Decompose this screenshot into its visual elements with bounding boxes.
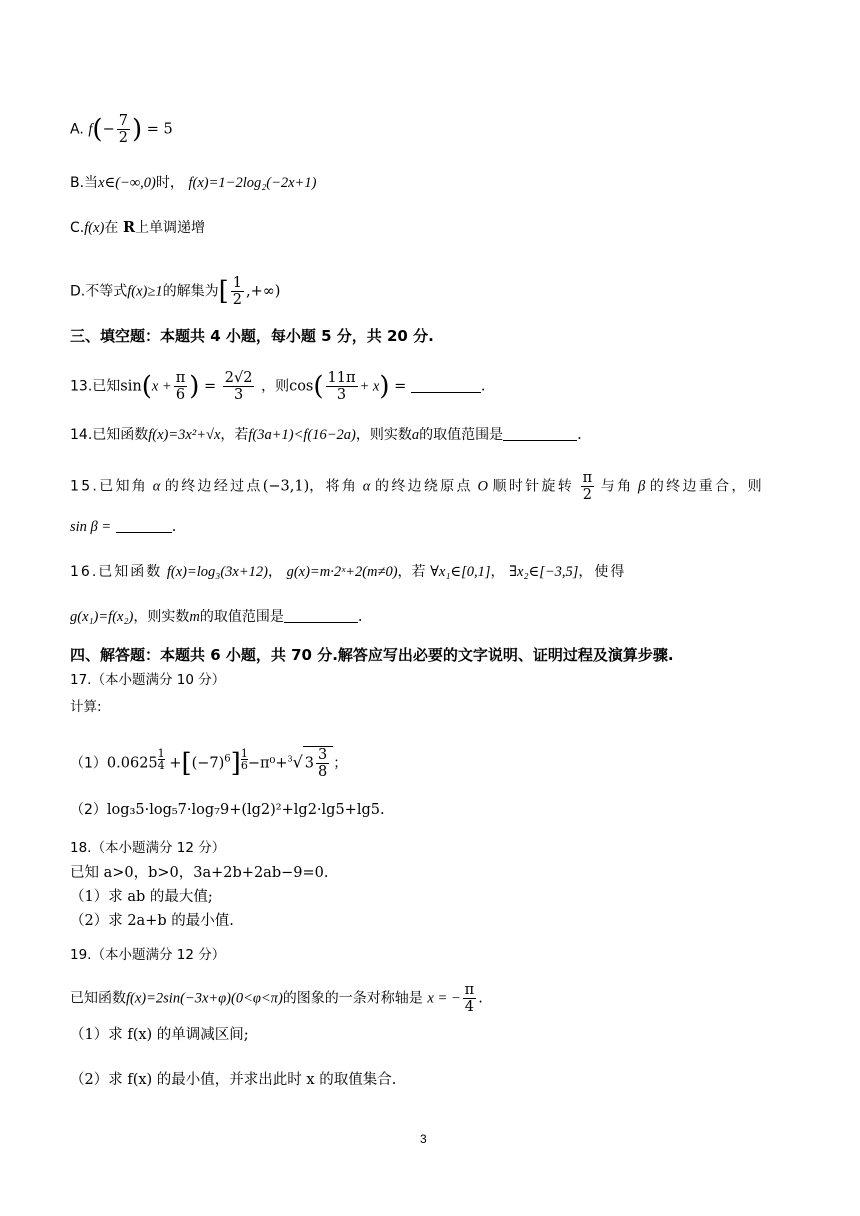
question-13: 13.已知sin(x + $\frac{\pi}{6}$ ) = $\frac{2√2}{3}$ ，则cos( $\frac{11\pi}{3}$ + x) = .	[70, 370, 486, 403]
q19-condition: 已知函数f(x)=2sin(−3x+φ)(0<φ<π)的图象的一条对称轴是 x = − $\frac{\pi}{4}$ .	[70, 982, 483, 1015]
answer-blank-15[interactable]	[116, 518, 172, 533]
question-16: 16.已知函数 f(x)=log₃(3x+12)， g(x)=m·2ˣ+2(m≠0)，若 ∀x₁∈[0,1]， ∃x₂∈[−3,5]，使得	[70, 564, 627, 580]
answer-blank-13[interactable]	[411, 378, 481, 393]
q17-title: 17.（本小题满分 10 分）	[70, 672, 226, 688]
q17-part-2: （2）log₃5·log₅7·log₇9+(lg2)²+lg2·lg5+lg5.	[70, 802, 385, 818]
section-3-heading: 三、填空题：本题共 4 小题，每小题 5 分，共 20 分.	[70, 327, 434, 345]
q18-title: 18.（本小题满分 12 分）	[70, 840, 226, 856]
q18-part-1: （1）求 ab 的最大值;	[70, 889, 213, 905]
q18-condition: 已知 a>0，b>0，3a+2b+2ab−9=0.	[70, 865, 329, 881]
q19-part-1: （1）求 f(x) 的单调减区间;	[70, 1027, 249, 1043]
question-14: 14.已知函数f(x)=3x²+√x，若f(3a+1)<f(16−2a)，则实数a的取值范围是 .	[70, 427, 582, 443]
question-15-line-2: sin β = .	[70, 519, 177, 535]
q18-part-2: （2）求 2a+b 的最小值.	[70, 913, 234, 929]
answer-blank-14[interactable]	[503, 426, 577, 441]
section-4-heading: 四、解答题：本题共 6 小题，共 70 分.解答应写出必要的文字说明、证明过程及演算步骤.	[70, 646, 674, 664]
option-a: A. f(− $\frac{7}{2}$ ) = 5	[70, 113, 173, 146]
fraction-1-2: $\frac{1}{2}$	[232, 275, 242, 308]
page-number: 3	[420, 1132, 427, 1146]
q17-intro: 计算:	[70, 699, 102, 715]
option-b: B.当x∈(−∞,0)时， f(x)=1−2log₂(−2x+1)	[70, 175, 317, 191]
answer-blank-16[interactable]	[284, 608, 358, 623]
q17-part-1: （1）0.0625 $^{\frac{1}{4}}$ $+[(-7)^6]$ $^{\frac{1}{6}}$ −π⁰+$^3$√ 3 $\frac{3}{8}$ ；	[70, 746, 348, 780]
fraction-7-2: $\frac{7}{2}$	[118, 113, 128, 146]
option-c: C.f(x)在 R上单调递增	[70, 219, 206, 236]
q19-part-2: （2）求 f(x) 的最小值，并求出此时 x 的取值集合.	[70, 1072, 397, 1088]
q19-title: 19.（本小题满分 12 分）	[70, 947, 226, 963]
question-16-line-2: g(x₁)=f(x₂)，则实数m的取值范围是 .	[70, 609, 363, 625]
option-d: D.不等式f(x)≥1的解集为[ $\frac{1}{2}$ ,+∞)	[70, 275, 281, 308]
question-15: 15.已知角 α 的终边经过点(−3,1)，将角 α 的终边绕原点 O 顺时针旋转 $\frac{\pi}{2}$ 与角 β 的终边重合，则	[70, 470, 764, 503]
